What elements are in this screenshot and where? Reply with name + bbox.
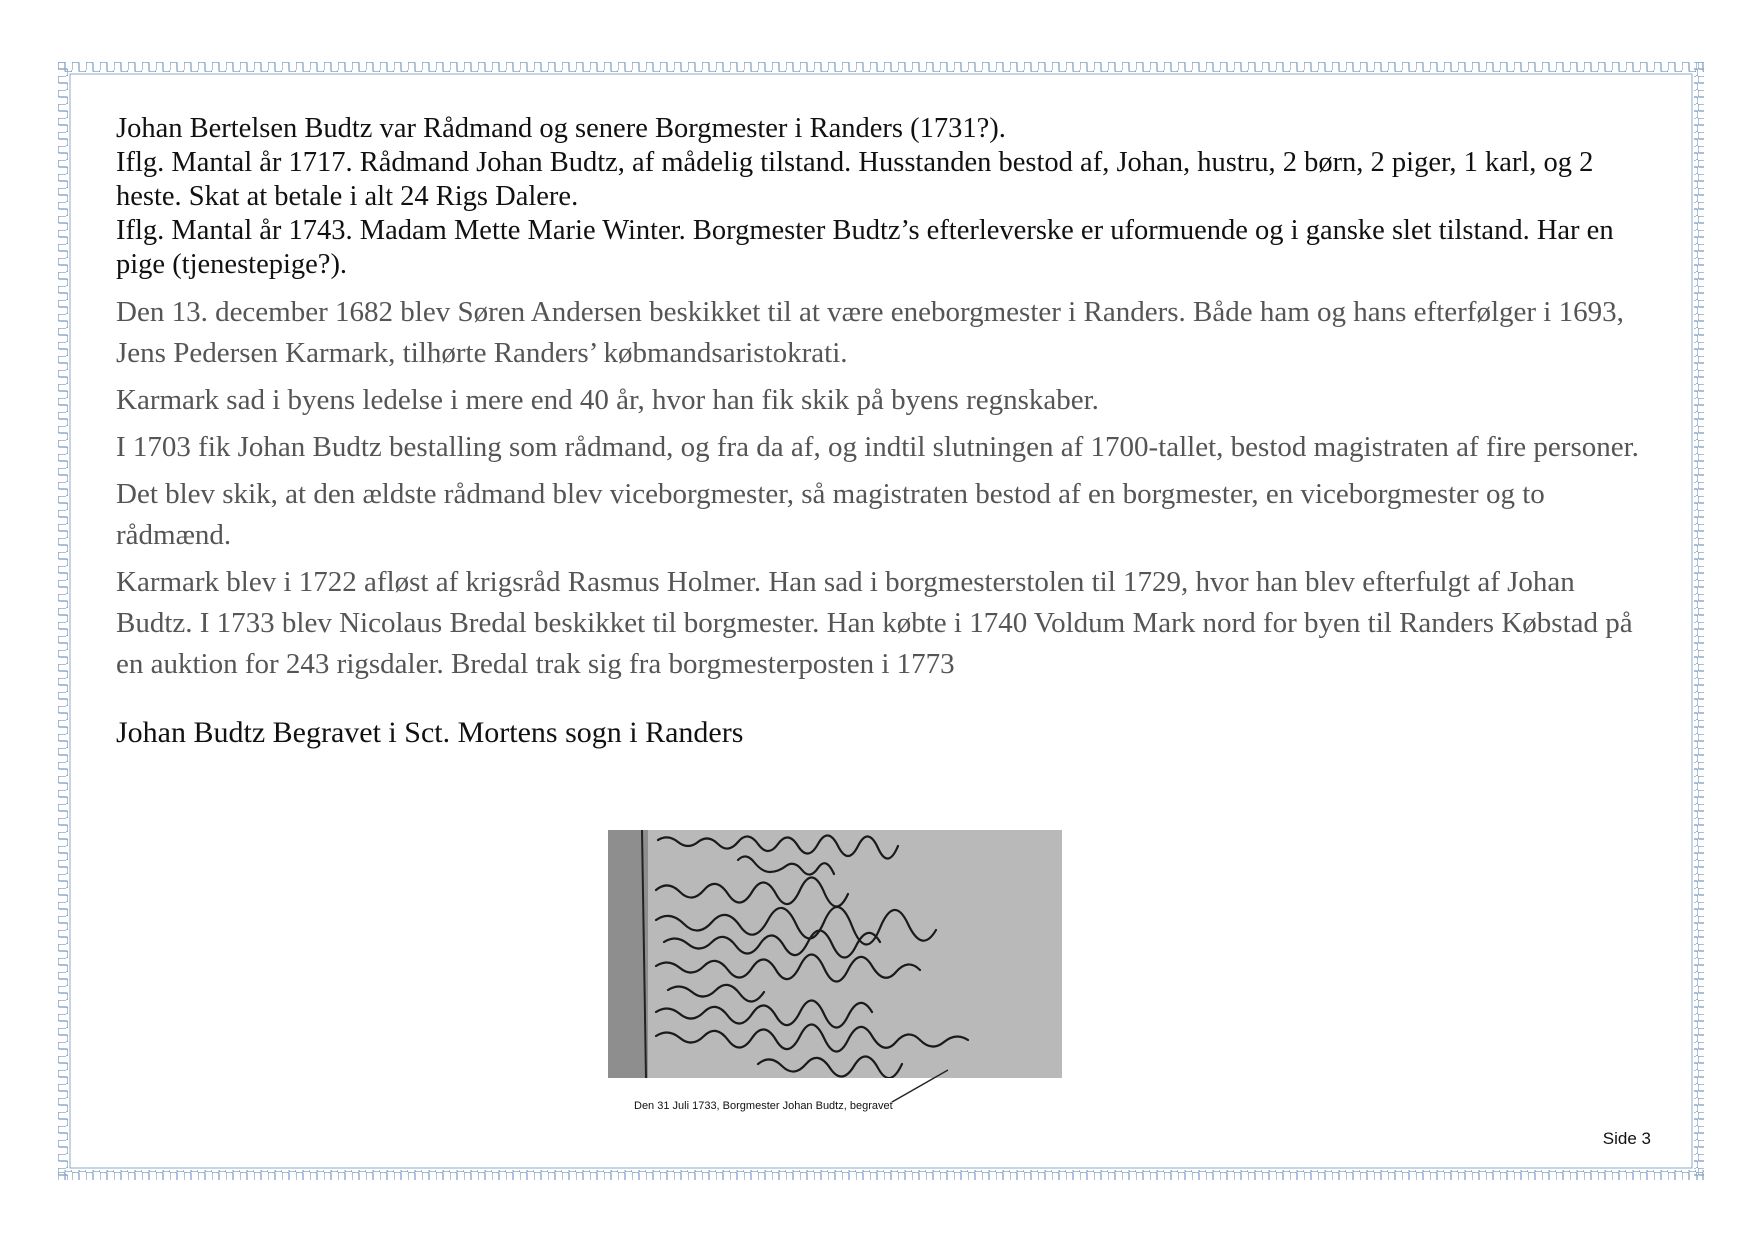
history-paragraph: Den 13. december 1682 blev Søren Andersen beskikket til at være eneborgmester i Randers. Både ham og hans efterfølger i 1693, Jens Pedersen Karmark, tilhørte Randers’ købmandsaristokrati. [116, 296, 1624, 369]
page-content [116, 112, 1646, 751]
history-paragraph: I 1703 fik Johan Budtz bestalling som rådmand, og fra da af, og indtil slutningen af 1700-tallet, bestod magistraten af fire personer. [116, 431, 1639, 463]
caption-pointer-line [890, 1068, 950, 1104]
history-paragraph: Det blev skik, at den ældste rådmand blev viceborgmester, så magistraten bestod af en borgmester, en viceborgmester og to rådmænd. [116, 478, 1545, 551]
burial-heading: Johan Budtz Begravet i Sct. Mortens sogn i Randers [116, 716, 744, 749]
intro-line-1: Johan Bertelsen Budtz var Rådmand og senere Borgmester i Randers (1731?). [116, 113, 1006, 144]
history-paragraph: Karmark blev i 1722 afløst af krigsråd Rasmus Holmer. Han sad i borgmesterstolen til 1729, hvor han blev efterfulgt af Johan Budtz. I 1733 blev Nicolaus Bredal beskikket til borgmester. Han købte i 1740 Voldum Mark nord for byen til Randers Købstad på en auktion for 243 rigsdaler. Bredal trak sig fra borgmesterposten i 1773 [116, 566, 1633, 680]
intro-line-3: Iflg. Mantal år 1743. Madam Mette Marie Winter. Borgmester Budtz’s efterleverske er uformuende og i ganske slet tilstand. Har en pige (tjenestepige?). [116, 215, 1614, 280]
page-number: Side 3 [1602, 1129, 1651, 1148]
church-record-photo [608, 830, 1062, 1078]
history-paragraph: Karmark sad i byens ledelse i mere end 40 år, hvor han fik skik på byens regnskaber. [116, 384, 1099, 416]
photo-caption: Den 31 Juli 1733, Borgmester Johan Budtz, begravet [634, 1100, 893, 1112]
intro-section [116, 112, 1646, 282]
history-section [116, 292, 1646, 685]
intro-line-2: Iflg. Mantal år 1717. Rådmand Johan Budtz, af mådelig tilstand. Husstanden bestod af, Johan, hustru, 2 børn, 2 piger, 1 karl, og 2 heste. Skat at betale i alt 24 Rigs Dalere. [116, 147, 1594, 212]
